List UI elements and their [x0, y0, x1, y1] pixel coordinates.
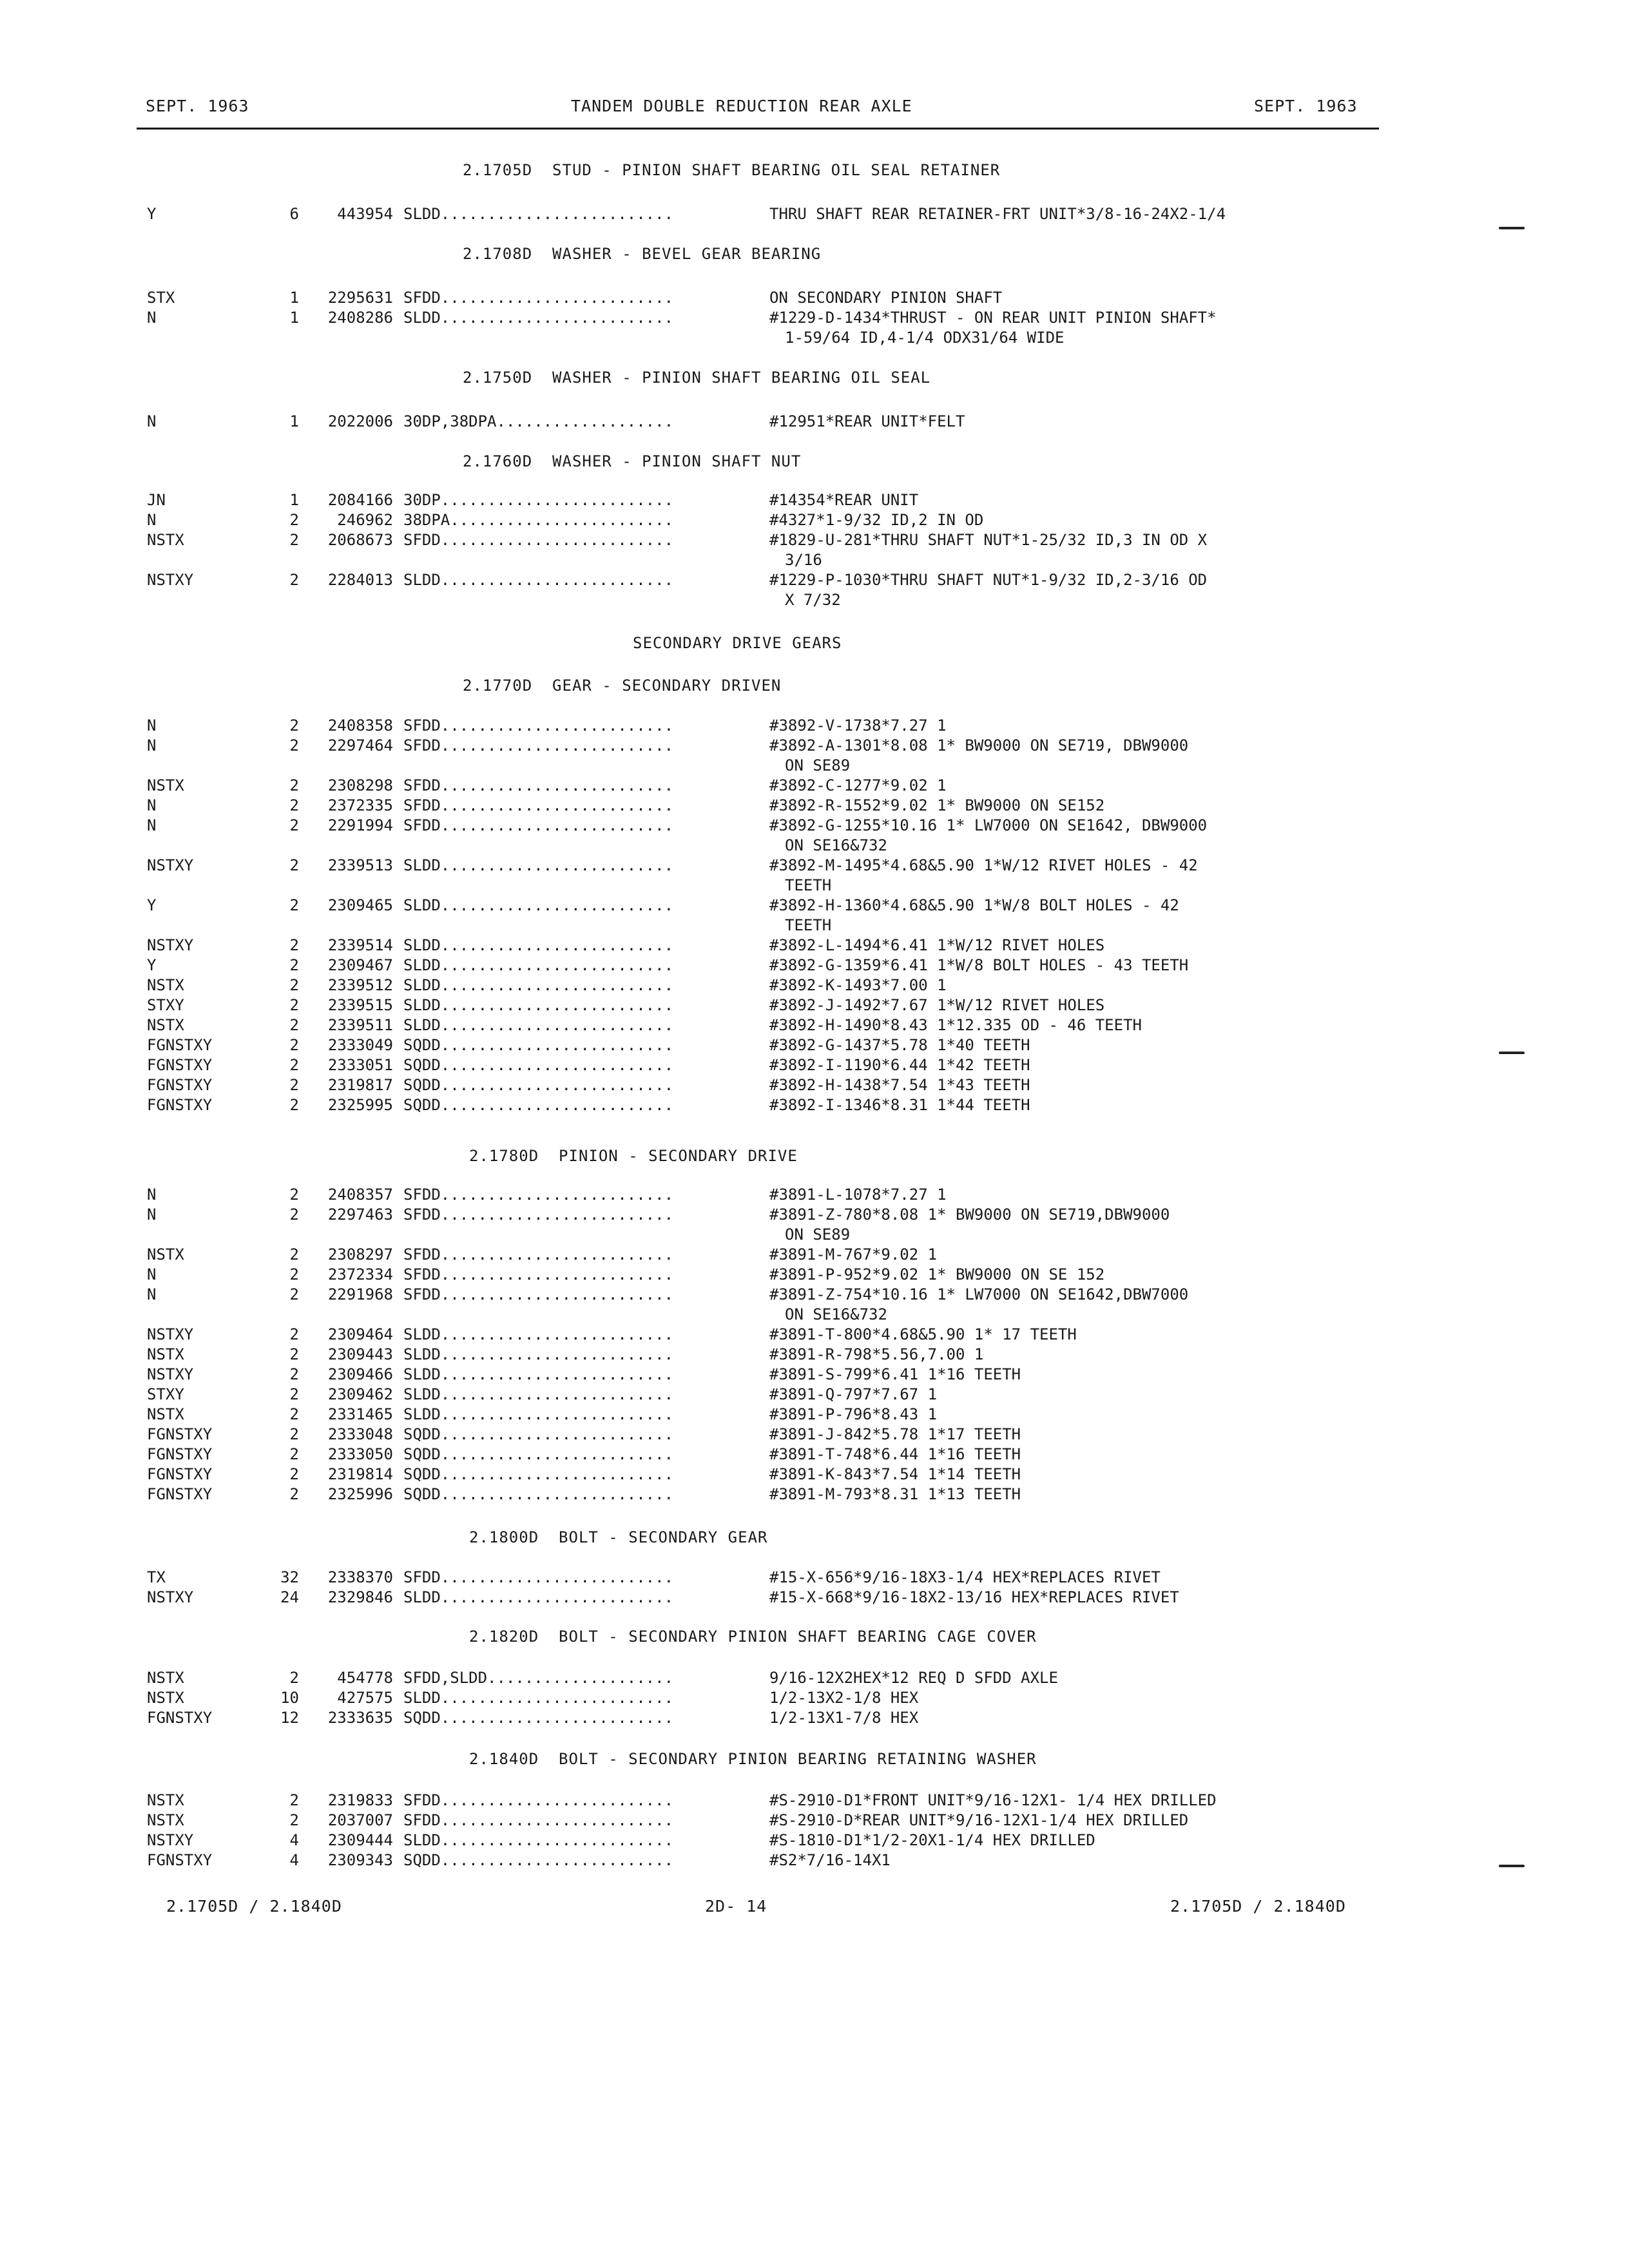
quantity: 2 [289, 936, 299, 954]
usage-code: NSTXY [147, 1588, 194, 1606]
part-number: 2331465 [327, 1405, 393, 1423]
usage-code: JN [147, 491, 166, 509]
part-number: 2372335 [327, 796, 393, 814]
description: #S-2910-D1*FRONT UNIT*9/16-12X1- 1/4 HEX DRILLED [769, 1791, 1217, 1809]
usage-code: FGNSTXY [147, 1056, 213, 1074]
usage-code: NSTX [147, 1245, 184, 1264]
description: #3891-M-767*9.02 1 [769, 1245, 938, 1264]
description: #3891-P-952*9.02 1* BW9000 ON SE 152 [769, 1265, 1105, 1283]
part-number: 2329846 [327, 1588, 393, 1606]
usage-code: NSTXY [147, 1365, 194, 1383]
application: SLDD......................... [403, 205, 674, 223]
part-number: 2325995 [327, 1096, 393, 1114]
description: #S-2910-D*REAR UNIT*9/16-12X1-1/4 HEX DRILLED [769, 1811, 1189, 1829]
application: SLDD......................... [403, 936, 674, 954]
part-number: 246962 [337, 511, 393, 529]
quantity: 2 [289, 1385, 299, 1403]
description-continuation: 1-59/64 ID,4-1/4 ODX31/64 WIDE [785, 329, 1065, 347]
application: SLDD......................... [403, 956, 674, 974]
description: #3891-M-793*8.31 1*13 TEETH [769, 1485, 1021, 1503]
description: THRU SHAFT REAR RETAINER-FRT UNIT*3/8-16-24X2-1/4 [769, 205, 1226, 223]
part-number: 427575 [337, 1689, 393, 1707]
part-number: 2309444 [327, 1831, 393, 1849]
description: #3891-Q-797*7.67 1 [769, 1385, 938, 1403]
description: #3892-H-1360*4.68&5.90 1*W/8 BOLT HOLES - 42 [769, 896, 1179, 914]
application: SFDD......................... [403, 289, 674, 307]
application: SFDD......................... [403, 816, 674, 834]
part-number: 2309467 [327, 956, 393, 974]
quantity: 2 [289, 796, 299, 814]
part-number: 2333635 [327, 1709, 393, 1727]
part-number: 2333049 [327, 1036, 393, 1054]
part-number: 2309462 [327, 1385, 393, 1403]
quantity: 2 [289, 896, 299, 914]
description: 9/16-12X2HEX*12 REQ D SFDD AXLE [769, 1669, 1058, 1687]
part-number: 2339513 [327, 856, 393, 874]
usage-code: NSTX [147, 1345, 184, 1363]
footer-range-right: 2.1705D / 2.1840D [1170, 1897, 1346, 1916]
part-number: 2068673 [327, 531, 393, 549]
description: #3891-K-843*7.54 1*14 TEETH [769, 1465, 1021, 1483]
usage-code: N [147, 511, 157, 529]
application: SQDD......................... [403, 1485, 674, 1503]
group-title: SECONDARY DRIVE GEARS [633, 634, 842, 652]
part-number: 2022006 [327, 412, 393, 430]
application: SQDD......................... [403, 1445, 674, 1463]
section-heading-2-1705d: 2.1705D STUD - PINION SHAFT BEARING OIL SEAL RETAINER [463, 161, 1001, 179]
description: #3892-K-1493*7.00 1 [769, 976, 947, 994]
application: SLDD......................... [403, 1016, 674, 1034]
usage-code: FGNSTXY [147, 1036, 213, 1054]
description: #14354*REAR UNIT [769, 491, 919, 509]
footer-page-number: 2D- 14 [705, 1897, 767, 1916]
description: #3892-G-1437*5.78 1*40 TEETH [769, 1036, 1030, 1054]
description: #3891-J-842*5.78 1*17 TEETH [769, 1425, 1021, 1443]
usage-code: FGNSTXY [147, 1851, 213, 1869]
application: SLDD......................... [403, 1365, 674, 1383]
part-number: 2325996 [327, 1485, 393, 1503]
part-number: 443954 [337, 205, 393, 223]
application: SQDD......................... [403, 1709, 674, 1727]
description: #4327*1-9/32 ID,2 IN OD [769, 511, 984, 529]
usage-code: NSTX [147, 1016, 184, 1034]
application: SFDD......................... [403, 1791, 674, 1809]
usage-code: NSTXY [147, 1831, 194, 1849]
application: SQDD......................... [403, 1076, 674, 1094]
description: #15-X-668*9/16-18X2-13/16 HEX*REPLACES RIVET [769, 1588, 1179, 1606]
quantity: 2 [289, 1445, 299, 1463]
usage-code: NSTX [147, 1405, 184, 1423]
description-continuation: ON SE89 [785, 756, 851, 774]
application: SFDD......................... [403, 736, 674, 754]
quantity: 1 [289, 491, 299, 509]
part-number: 2339515 [327, 996, 393, 1014]
usage-code: NSTXY [147, 1325, 194, 1343]
description: #3892-M-1495*4.68&5.90 1*W/12 RIVET HOLES - 42 [769, 856, 1198, 874]
description: ON SECONDARY PINION SHAFT [769, 289, 1003, 307]
quantity: 2 [289, 531, 299, 549]
usage-code: N [147, 1186, 157, 1204]
part-number: 2295631 [327, 289, 393, 307]
quantity: 2 [289, 1345, 299, 1363]
description: #3892-G-1255*10.16 1* LW7000 ON SE1642, DBW9000 [769, 816, 1208, 834]
part-number: 2284013 [327, 571, 393, 589]
application: SLDD......................... [403, 996, 674, 1014]
application: SLDD......................... [403, 1689, 674, 1707]
usage-code: N [147, 1206, 157, 1224]
usage-code: NSTXY [147, 571, 194, 589]
part-number: 2333050 [327, 1445, 393, 1463]
application: SLDD......................... [403, 856, 674, 874]
description: #3892-V-1738*7.27 1 [769, 716, 947, 735]
description: #3891-T-748*6.44 1*16 TEETH [769, 1445, 1021, 1463]
part-number: 2084166 [327, 491, 393, 509]
usage-code: STXY [147, 1385, 184, 1403]
application: SFDD......................... [403, 1285, 674, 1303]
quantity: 1 [289, 289, 299, 307]
description: #1829-U-281*THRU SHAFT NUT*1-25/32 ID,3 IN OD X [769, 531, 1208, 549]
usage-code: FGNSTXY [147, 1445, 213, 1463]
quantity: 2 [289, 1791, 299, 1809]
description: #3891-P-796*8.43 1 [769, 1405, 938, 1423]
quantity: 2 [289, 1811, 299, 1829]
description: #15-X-656*9/16-18X3-1/4 HEX*REPLACES RIVET [769, 1568, 1161, 1586]
usage-code: NSTX [147, 531, 184, 549]
description-continuation: ON SE89 [785, 1225, 851, 1244]
description: #1229-D-1434*THRUST - ON REAR UNIT PINION SHAFT* [769, 309, 1217, 327]
application: SFDD......................... [403, 1811, 674, 1829]
section-heading-2-1800d: 2.1800D BOLT - SECONDARY GEAR [469, 1528, 768, 1546]
description: #3892-L-1494*6.41 1*W/12 RIVET HOLES [769, 936, 1105, 954]
part-number: 2297463 [327, 1206, 393, 1224]
part-number: 2339512 [327, 976, 393, 994]
usage-code: N [147, 309, 157, 327]
header-rule [137, 128, 1379, 130]
application: SQDD......................... [403, 1465, 674, 1483]
description: #3891-T-800*4.68&5.90 1* 17 TEETH [769, 1325, 1077, 1343]
usage-code: NSTX [147, 776, 184, 794]
quantity: 1 [289, 309, 299, 327]
description: #3892-J-1492*7.67 1*W/12 RIVET HOLES [769, 996, 1105, 1014]
quantity: 2 [289, 1669, 299, 1687]
part-number: 2037007 [327, 1811, 393, 1829]
part-number: 2308297 [327, 1245, 393, 1264]
usage-code: N [147, 1265, 157, 1283]
section-heading-2-1820d: 2.1820D BOLT - SECONDARY PINION SHAFT BEARING CAGE COVER [469, 1628, 1037, 1646]
usage-code: N [147, 816, 157, 834]
application: SFDD......................... [403, 1206, 674, 1224]
quantity: 32 [280, 1568, 299, 1586]
part-number: 2333051 [327, 1056, 393, 1074]
description: #3892-H-1490*8.43 1*12.335 OD - 46 TEETH [769, 1016, 1142, 1034]
section-heading-2-1708d: 2.1708D WASHER - BEVEL GEAR BEARING [463, 245, 822, 263]
usage-code: FGNSTXY [147, 1425, 213, 1443]
description-continuation: ON SE16&732 [785, 1305, 887, 1323]
description: #3891-R-798*5.56,7.00 1 [769, 1345, 984, 1363]
quantity: 2 [289, 976, 299, 994]
part-number: 2291968 [327, 1285, 393, 1303]
section-heading-2-1780d: 2.1780D PINION - SECONDARY DRIVE [469, 1147, 798, 1165]
usage-code: N [147, 716, 157, 735]
quantity: 2 [289, 1016, 299, 1034]
application: SFDD......................... [403, 1568, 674, 1586]
description: 1/2-13X1-7/8 HEX [769, 1709, 919, 1727]
footer-range-left: 2.1705D / 2.1840D [166, 1897, 342, 1916]
quantity: 2 [289, 1465, 299, 1483]
part-number: 2308298 [327, 776, 393, 794]
margin-tick-mark [1499, 227, 1525, 229]
quantity: 2 [289, 816, 299, 834]
description-continuation: TEETH [785, 916, 832, 934]
usage-code: FGNSTXY [147, 1096, 213, 1114]
part-number: 2372334 [327, 1265, 393, 1283]
application: SLDD......................... [403, 1385, 674, 1403]
application: SLDD......................... [403, 1325, 674, 1343]
application: SFDD,SLDD.................... [403, 1669, 674, 1687]
description-continuation: 3/16 [785, 551, 822, 569]
application: 30DP......................... [403, 491, 674, 509]
application: SLDD......................... [403, 1345, 674, 1363]
description-continuation: TEETH [785, 876, 832, 894]
application: 30DP,38DPA................... [403, 412, 674, 430]
quantity: 2 [289, 736, 299, 754]
section-heading-2-1760d: 2.1760D WASHER - PINION SHAFT NUT [463, 452, 802, 470]
part-number: 2333048 [327, 1425, 393, 1443]
application: SLDD......................... [403, 571, 674, 589]
usage-code: N [147, 796, 157, 814]
margin-tick-mark [1499, 1865, 1525, 1867]
application: SFDD......................... [403, 796, 674, 814]
description: #3892-G-1359*6.41 1*W/8 BOLT HOLES - 43 TEETH [769, 956, 1189, 974]
description: #S-1810-D1*1/2-20X1-1/4 HEX DRILLED [769, 1831, 1095, 1849]
quantity: 2 [289, 511, 299, 529]
usage-code: FGNSTXY [147, 1465, 213, 1483]
description: #3892-H-1438*7.54 1*43 TEETH [769, 1076, 1030, 1094]
application: SQDD......................... [403, 1036, 674, 1054]
usage-code: FGNSTXY [147, 1076, 213, 1094]
quantity: 2 [289, 856, 299, 874]
usage-code: NSTXY [147, 856, 194, 874]
part-number: 2319833 [327, 1791, 393, 1809]
part-number: 2319817 [327, 1076, 393, 1094]
section-heading-2-1770d: 2.1770D GEAR - SECONDARY DRIVEN [463, 677, 782, 695]
description: #3891-Z-754*10.16 1* LW7000 ON SE1642,DBW7000 [769, 1285, 1189, 1303]
part-number: 2339514 [327, 936, 393, 954]
quantity: 2 [289, 1325, 299, 1343]
description: #3892-C-1277*9.02 1 [769, 776, 947, 794]
quantity: 2 [289, 1265, 299, 1283]
application: SQDD......................... [403, 1851, 674, 1869]
quantity: 2 [289, 996, 299, 1014]
margin-tick-mark [1499, 1052, 1525, 1054]
application: SQDD......................... [403, 1096, 674, 1114]
description: #1229-P-1030*THRU SHAFT NUT*1-9/32 ID,2-3/16 OD [769, 571, 1208, 589]
part-number: 2319814 [327, 1465, 393, 1483]
usage-code: N [147, 1285, 157, 1303]
quantity: 2 [289, 776, 299, 794]
header-date-right: SEPT. 1963 [1254, 97, 1358, 115]
quantity: 2 [289, 716, 299, 735]
description: #12951*REAR UNIT*FELT [769, 412, 965, 430]
description: #3892-I-1346*8.31 1*44 TEETH [769, 1096, 1030, 1114]
part-number: 2408357 [327, 1186, 393, 1204]
usage-code: Y [147, 205, 157, 223]
quantity: 2 [289, 1076, 299, 1094]
quantity: 2 [289, 1056, 299, 1074]
application: SQDD......................... [403, 1425, 674, 1443]
usage-code: NSTX [147, 1669, 184, 1687]
application: SLDD......................... [403, 1588, 674, 1606]
application: SLDD......................... [403, 1831, 674, 1849]
quantity: 2 [289, 1036, 299, 1054]
usage-code: NSTXY [147, 936, 194, 954]
quantity: 2 [289, 1405, 299, 1423]
quantity: 2 [289, 1425, 299, 1443]
quantity: 2 [289, 1096, 299, 1114]
application: SLDD......................... [403, 976, 674, 994]
part-number: 2408358 [327, 716, 393, 735]
usage-code: STXY [147, 996, 184, 1014]
description: #3891-L-1078*7.27 1 [769, 1186, 947, 1204]
description: #3892-I-1190*6.44 1*42 TEETH [769, 1056, 1030, 1074]
quantity: 2 [289, 1206, 299, 1224]
part-number: 2309464 [327, 1325, 393, 1343]
part-number: 2408286 [327, 309, 393, 327]
quantity: 4 [289, 1831, 299, 1849]
description: #S2*7/16-14X1 [769, 1851, 891, 1869]
quantity: 2 [289, 1245, 299, 1264]
part-number: 2309343 [327, 1851, 393, 1869]
description: 1/2-13X2-1/8 HEX [769, 1689, 919, 1707]
section-heading-2-1840d: 2.1840D BOLT - SECONDARY PINION BEARING RETAINING WASHER [469, 1750, 1037, 1768]
part-number: 2338370 [327, 1568, 393, 1586]
usage-code: NSTX [147, 1689, 184, 1707]
quantity: 2 [289, 1285, 299, 1303]
usage-code: STX [147, 289, 175, 307]
description: #3891-Z-780*8.08 1* BW9000 ON SE719,DBW9000 [769, 1206, 1170, 1224]
quantity: 2 [289, 1186, 299, 1204]
usage-code: N [147, 412, 157, 430]
part-number: 2339511 [327, 1016, 393, 1034]
application: SFDD......................... [403, 531, 674, 549]
quantity: 1 [289, 412, 299, 430]
part-number: 2291994 [327, 816, 393, 834]
description: #3892-A-1301*8.08 1* BW9000 ON SE719, DBW9000 [769, 736, 1189, 754]
usage-code: FGNSTXY [147, 1485, 213, 1503]
part-number: 2309466 [327, 1365, 393, 1383]
section-heading-2-1750d: 2.1750D WASHER - PINION SHAFT BEARING OIL SEAL [463, 369, 931, 387]
usage-code: Y [147, 896, 157, 914]
usage-code: FGNSTXY [147, 1709, 213, 1727]
application: SFDD......................... [403, 776, 674, 794]
application: SFDD......................... [403, 1245, 674, 1264]
description: #3891-S-799*6.41 1*16 TEETH [769, 1365, 1021, 1383]
description: #3892-R-1552*9.02 1* BW9000 ON SE152 [769, 796, 1105, 814]
application: SLDD......................... [403, 896, 674, 914]
usage-code: NSTX [147, 1811, 184, 1829]
quantity: 2 [289, 956, 299, 974]
application: SQDD......................... [403, 1056, 674, 1074]
description-continuation: ON SE16&732 [785, 836, 887, 854]
quantity: 2 [289, 1365, 299, 1383]
description-continuation: X 7/32 [785, 591, 841, 609]
quantity: 6 [289, 205, 299, 223]
application: 38DPA........................ [403, 511, 674, 529]
application: SFDD......................... [403, 716, 674, 735]
application: SFDD......................... [403, 1186, 674, 1204]
part-number: 2309443 [327, 1345, 393, 1363]
usage-code: NSTX [147, 1791, 184, 1809]
application: SLDD......................... [403, 309, 674, 327]
application: SLDD......................... [403, 1405, 674, 1423]
usage-code: Y [147, 956, 157, 974]
part-number: 2297464 [327, 736, 393, 754]
application: SFDD......................... [403, 1265, 674, 1283]
usage-code: NSTX [147, 976, 184, 994]
quantity: 2 [289, 1485, 299, 1503]
quantity: 12 [280, 1709, 299, 1727]
quantity: 4 [289, 1851, 299, 1869]
quantity: 10 [280, 1689, 299, 1707]
usage-code: TX [147, 1568, 166, 1586]
header-title: TANDEM DOUBLE REDUCTION REAR AXLE [571, 97, 912, 115]
quantity: 2 [289, 571, 299, 589]
usage-code: N [147, 736, 157, 754]
part-number: 454778 [337, 1669, 393, 1687]
header-date-left: SEPT. 1963 [146, 97, 249, 115]
quantity: 24 [280, 1588, 299, 1606]
part-number: 2309465 [327, 896, 393, 914]
